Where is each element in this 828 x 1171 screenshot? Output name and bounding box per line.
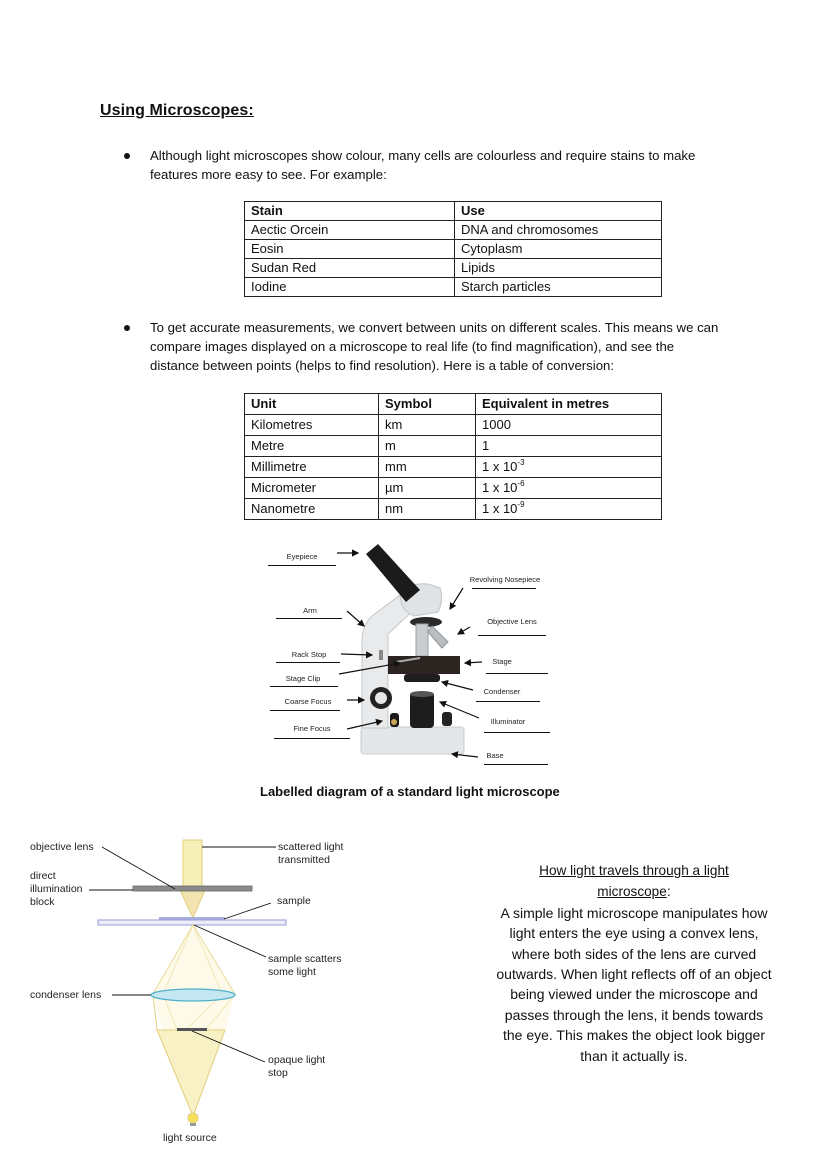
bullet-text: To get accurate measurements, we convert between units on different scales. This means we can compare images displayed on a microscope to real life (to find magnification), and see the distance between points (helps to find resolution). Here is a table of conversion: [150, 320, 719, 373]
label-condenser-lens: condenser lens [30, 989, 102, 1001]
label-coarse-focus: Coarse Focus [284, 697, 332, 706]
column-header: Use [455, 202, 662, 221]
metres-cell: 1 x $10^{-6}$ [476, 478, 662, 499]
column-header: Symbol [379, 394, 476, 415]
metres-cell: 1 x $10^{-9}$ [476, 499, 662, 520]
unit-cell: Nanometre [245, 499, 379, 520]
figure-caption: Labelled diagram of a standard light microscope [260, 784, 560, 799]
unit-cell: Micrometer [245, 478, 379, 499]
symbol-cell: µm [379, 478, 476, 499]
label-opaque-light-stop: opaque light stop [268, 1054, 326, 1079]
label-condenser: Condenser [483, 687, 521, 696]
how-light-body: A simple light microscope manipulates how light enters the eye using a convex lens, where both sides of the lens are curved outwards. When light reflects off of an object being viewed under the microscope and passes through the lens, it bends towards the eye. This makes the object look bigger than it actually is. [496, 904, 772, 1064]
label-base: Base [486, 751, 504, 760]
page-title: Using Microscopes: [100, 102, 254, 119]
column-header: Unit [245, 394, 379, 415]
label-objective-lens: Objective Lens [487, 617, 537, 626]
stain-cell: Sudan Red [245, 259, 455, 278]
label-scattered-light: scattered light transmitted [278, 841, 344, 866]
illumination-block [133, 886, 252, 891]
unit-cell: Millimetre [245, 457, 379, 478]
stain-cell: Aectic Orcein [245, 221, 455, 240]
beam-cone-bottom [157, 1030, 225, 1116]
condenser-lens [151, 989, 235, 1001]
label-direct-illumination-block: direct illumination block [30, 870, 83, 908]
how-light-travels [496, 860, 772, 1066]
symbol-cell: nm [379, 499, 476, 520]
beam-cone-top [180, 890, 205, 918]
use-cell: Cytoplasm [455, 240, 662, 259]
column-header: Equivalent in metres [476, 394, 662, 415]
metres-cell: 1 x $10^{-3}$ [476, 457, 662, 478]
label-arm: Arm [303, 606, 317, 615]
label-sample: sample [277, 895, 311, 907]
symbol-cell: km [379, 415, 476, 436]
use-cell: DNA and chromosomes [455, 221, 662, 240]
stain-cell: Eosin [245, 240, 455, 259]
label-stage: Stage [492, 657, 512, 666]
label-objective-lens: objective lens [30, 841, 94, 853]
use-cell: Lipids [455, 259, 662, 278]
metres-cell: 1 [476, 436, 662, 457]
label-light-source: light source [163, 1132, 217, 1144]
label-revolving-nosepiece: Revolving Nosepiece [469, 575, 541, 584]
transmitted-beam [183, 840, 202, 888]
how-light-title: How light travels through a light microscope: [539, 863, 729, 900]
unit-cell: Metre [245, 436, 379, 457]
use-cell: Starch particles [455, 278, 662, 297]
column-header: Stain [245, 202, 455, 221]
metres-cell: 1000 [476, 415, 662, 436]
bullet-text: Although light microscopes show colour, many cells are colourless and require stains to make features more easy to see. For example: [150, 148, 696, 182]
unit-cell: Kilometres [245, 415, 379, 436]
symbol-cell: m [379, 436, 476, 457]
symbol-cell: mm [379, 457, 476, 478]
slide [98, 920, 286, 925]
label-rack-stop: Rack Stop [291, 650, 327, 659]
light-bulb-icon [188, 1113, 198, 1123]
opaque-light-stop [177, 1028, 207, 1031]
label-eyepiece: Eyepiece [286, 552, 318, 561]
label-illuminator: Illuminator [490, 717, 526, 726]
label-sample-scatters: sample scatters some light [268, 953, 342, 978]
label-fine-focus: Fine Focus [293, 724, 331, 733]
stain-cell: Iodine [245, 278, 455, 297]
label-stage-clip: Stage Clip [285, 674, 321, 683]
